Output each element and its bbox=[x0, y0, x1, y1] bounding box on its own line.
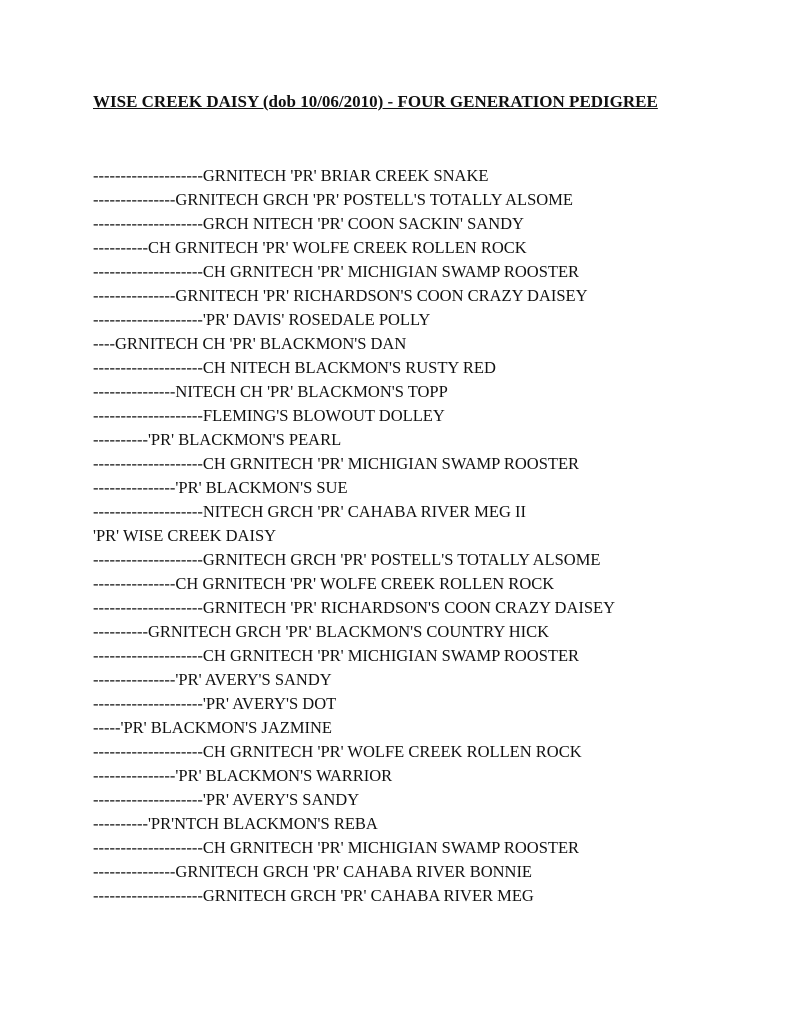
pedigree-line: --------------------'PR' DAVIS' ROSEDALE POLLY bbox=[93, 310, 431, 329]
pedigree-line: --------------------CH GRNITECH 'PR' WOLFE CREEK ROLLEN ROCK bbox=[93, 742, 582, 761]
pedigree-line: ----------'PR'NTCH BLACKMON'S REBA bbox=[93, 814, 378, 833]
pedigree-line: ----------'PR' BLACKMON'S PEARL bbox=[93, 430, 342, 449]
pedigree-line: ---------------'PR' BLACKMON'S SUE bbox=[93, 478, 348, 497]
pedigree-line: --------------------CH NITECH BLACKMON'S RUSTY RED bbox=[93, 358, 496, 377]
pedigree-line: --------------------GRNITECH 'PR' RICHARDSON'S COON CRAZY DAISEY bbox=[93, 598, 616, 617]
pedigree-line: --------------------GRCH NITECH 'PR' COON SACKIN' SANDY bbox=[93, 214, 524, 233]
pedigree-line: --------------------CH GRNITECH 'PR' MICHIGIAN SWAMP ROOSTER bbox=[93, 262, 580, 281]
pedigree-line: ---------------GRNITECH 'PR' RICHARDSON'S COON CRAZY DAISEY bbox=[93, 286, 588, 305]
pedigree-line: ----------GRNITECH GRCH 'PR' BLACKMON'S COUNTRY HICK bbox=[93, 622, 550, 641]
pedigree-list bbox=[93, 164, 615, 908]
pedigree-line: --------------------GRNITECH GRCH 'PR' CAHABA RIVER MEG bbox=[93, 886, 534, 905]
pedigree-line: ---------------NITECH CH 'PR' BLACKMON'S TOPP bbox=[93, 382, 448, 401]
pedigree-line: ----------CH GRNITECH 'PR' WOLFE CREEK ROLLEN ROCK bbox=[93, 238, 527, 257]
pedigree-line: --------------------CH GRNITECH 'PR' MICHIGIAN SWAMP ROOSTER bbox=[93, 838, 580, 857]
page-title: WISE CREEK DAISY (dob 10/06/2010) - FOUR GENERATION PEDIGREE bbox=[93, 92, 658, 111]
pedigree-line: -----'PR' BLACKMON'S JAZMINE bbox=[93, 718, 333, 737]
pedigree-line: ---------------GRNITECH GRCH 'PR' CAHABA RIVER BONNIE bbox=[93, 862, 533, 881]
pedigree-line: ----GRNITECH CH 'PR' BLACKMON'S DAN bbox=[93, 334, 407, 353]
pedigree-line: --------------------CH GRNITECH 'PR' MICHIGIAN SWAMP ROOSTER bbox=[93, 646, 580, 665]
pedigree-line: --------------------FLEMING'S BLOWOUT DOLLEY bbox=[93, 406, 445, 425]
pedigree-line: ---------------'PR' BLACKMON'S WARRIOR bbox=[93, 766, 393, 785]
pedigree-line: --------------------NITECH GRCH 'PR' CAHABA RIVER MEG II bbox=[93, 502, 527, 521]
pedigree-line: --------------------'PR' AVERY'S SANDY bbox=[93, 790, 360, 809]
pedigree-line: --------------------'PR' AVERY'S DOT bbox=[93, 694, 337, 713]
pedigree-line: --------------------GRNITECH 'PR' BRIAR CREEK SNAKE bbox=[93, 166, 489, 185]
pedigree-line: ---------------CH GRNITECH 'PR' WOLFE CREEK ROLLEN ROCK bbox=[93, 574, 555, 593]
pedigree-line: --------------------GRNITECH GRCH 'PR' POSTELL'S TOTALLY ALSOME bbox=[93, 550, 601, 569]
pedigree-line: ---------------GRNITECH GRCH 'PR' POSTELL'S TOTALLY ALSOME bbox=[93, 190, 573, 209]
pedigree-line: ---------------'PR' AVERY'S SANDY bbox=[93, 670, 332, 689]
subject-dog-line: 'PR' WISE CREEK DAISY bbox=[93, 526, 277, 545]
pedigree-line: --------------------CH GRNITECH 'PR' MICHIGIAN SWAMP ROOSTER bbox=[93, 454, 580, 473]
